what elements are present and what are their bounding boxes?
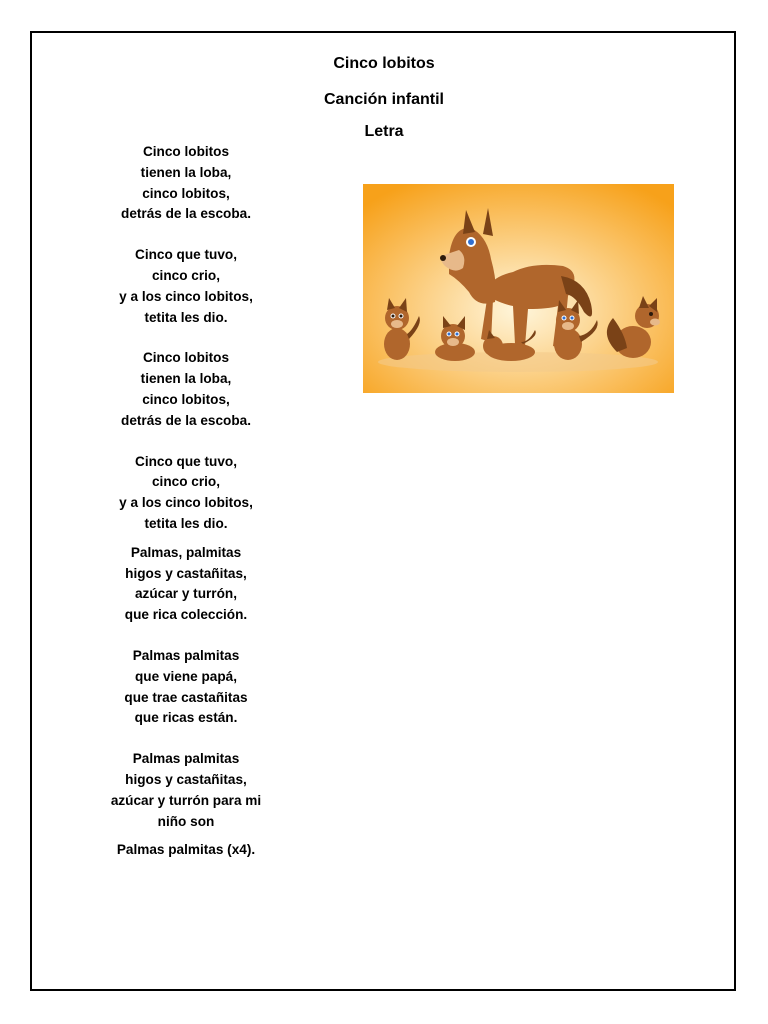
page-subtitle: Canción infantil <box>324 91 444 108</box>
lyrics <box>96 142 276 861</box>
lyrics-stanza: Cinco lobitos tienen la loba, cinco lobitos, detrás de la escoba. <box>121 350 251 428</box>
lyrics-stanza: Cinco que tuvo, cinco crio, y a los cinco lobitos, tetita les dio. <box>119 247 253 325</box>
lyrics-stanza: Cinco que tuvo, cinco crio, y a los cinco lobitos, tetita les dio. <box>119 453 253 531</box>
lyrics-stanza: Palmas palmitas higos y castañitas, azúcar y turrón para mi niño son <box>110 751 262 829</box>
section-heading: Letra <box>364 123 404 140</box>
page-title: Cinco lobitos <box>333 55 435 72</box>
lyrics-stanza: Cinco lobitos tienen la loba, cinco lobitos, detrás de la escoba. <box>121 144 251 222</box>
lyrics-stanza: Palmas palmitas que viene papá, que trae castañitas que ricas están. <box>124 647 248 726</box>
lyrics-stanza: Palmas, palmitas higos y castañitas, azúcar y turrón, que rica colección. <box>124 544 248 623</box>
lyrics-stanza: Palmas palmitas (x4). <box>116 842 256 858</box>
wolf-family-illustration <box>363 184 674 393</box>
